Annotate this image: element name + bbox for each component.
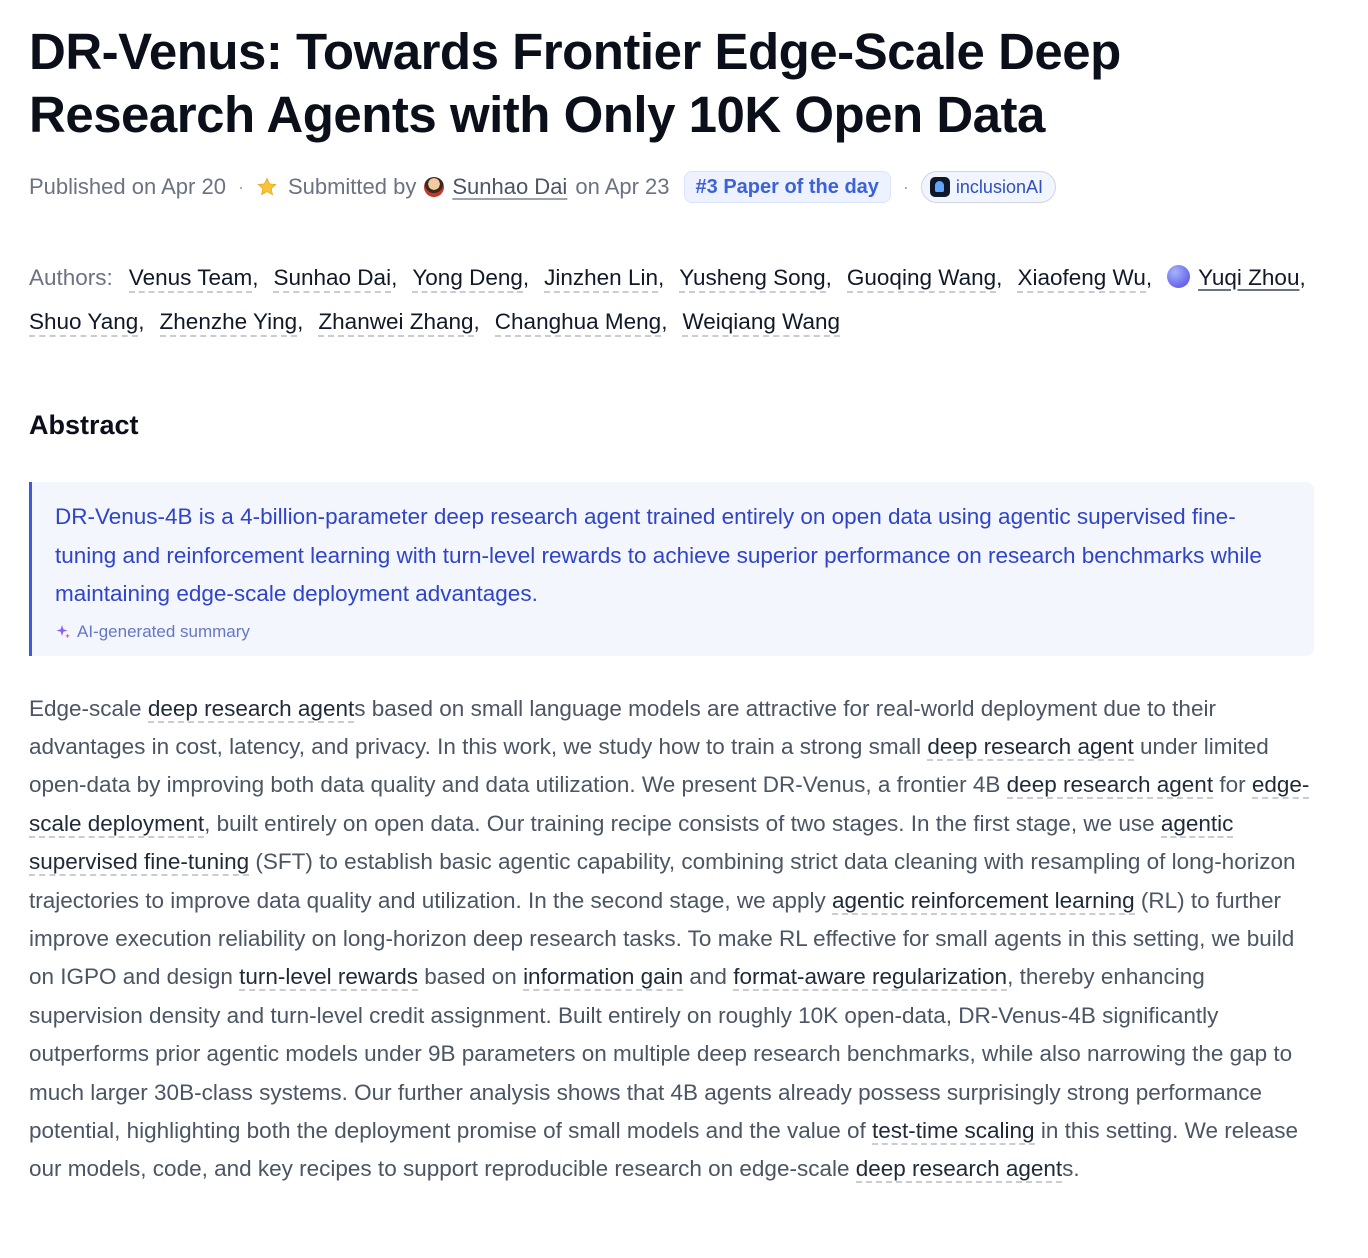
author-link[interactable]: Venus Team,	[129, 256, 259, 300]
author-link-claimed[interactable]: Yuqi Zhou,	[1167, 256, 1306, 300]
abstract-text-segment: in this setting. We release our models, code, and key recipes to support reproducible research on edge-scale	[29, 1117, 1299, 1182]
glossary-term[interactable]: turn-level rewards	[239, 964, 418, 990]
abstract-text-segment: s.	[1062, 1156, 1080, 1182]
author-link[interactable]: Yusheng Song,	[679, 256, 832, 300]
org-name: inclusionAI	[955, 177, 1043, 197]
glossary-term[interactable]: information gain	[523, 964, 684, 990]
author-link[interactable]: Xiaofeng Wu,	[1017, 256, 1152, 300]
author-link[interactable]: Guoqing Wang,	[847, 256, 1003, 300]
authors-list	[29, 256, 1349, 344]
ai-summary-tag	[55, 622, 1284, 642]
ai-summary-box	[29, 482, 1314, 656]
abstract-text-segment: , built entirely on open data. Our training recipe consists of two stages. In the first stage, we use	[204, 810, 1161, 836]
submitter-link[interactable]: Sunhao Dai	[452, 174, 568, 199]
ai-summary-text: DR-Venus-4B is a 4-billion-parameter deep research agent trained entirely on open data using agentic supervised fine-tuning and reinforcement learning with turn-level rewards to achieve superior performance on research benchmarks while maintaining edge-scale deployment advantages.	[55, 504, 1262, 606]
author-link[interactable]: Zhenzhe Ying,	[160, 300, 304, 344]
ai-summary-label: AI-generated summary	[77, 621, 250, 641]
glossary-term[interactable]: deep research agent	[1006, 772, 1214, 798]
abstract-text-segment: s based on small language models are attractive for real-world deployment due to their advantages in cost, latency, and privacy. In this work, we study how to train a strong small	[29, 695, 1216, 759]
submitter-avatar[interactable]	[424, 177, 444, 197]
abstract-text-segment: (RL) to further improve execution reliability on long-horizon deep research tasks. To make RL effective for small agents in this setting, we build on IGPO and design	[29, 887, 1295, 990]
star-icon	[256, 176, 278, 198]
abstract-text-segment: , thereby enhancing supervision density and turn-level credit assignment. Built entirely on roughly 10K open-data, DR-Venus-4B significantly outperforms prior agentic models under 9B parameters on multiple deep research benchmarks, while also narrowing the gap to much larger 30B-class systems. Our further analysis shows that 4B agents already possess surprisingly strong performance potential, highlighting both the deployment promise of small models and the value of	[29, 964, 1293, 1143]
author-link[interactable]: Changhua Meng,	[495, 300, 668, 344]
glossary-term[interactable]: deep research agent	[147, 695, 355, 721]
paper-of-day-badge[interactable]: #3 Paper of the day	[684, 171, 891, 203]
paper-meta	[29, 170, 1329, 204]
submitted-by-label: Submitted by	[287, 174, 417, 199]
sparkle-icon	[55, 624, 71, 640]
paper-page	[29, 20, 1329, 1189]
separator-dot: ·	[237, 176, 244, 197]
glossary-term[interactable]: agentic reinforcement learning	[831, 887, 1135, 913]
abstract-text-segment: Edge-scale	[29, 695, 148, 721]
glossary-term[interactable]: format-aware regularization	[733, 964, 1008, 990]
author-link[interactable]: Shuo Yang,	[29, 300, 145, 344]
abstract-heading: Abstract	[29, 410, 139, 440]
inclusionai-logo-icon	[930, 177, 950, 197]
author-avatar	[1167, 265, 1190, 288]
glossary-term[interactable]: agentic supervised fine-tuning	[29, 810, 1234, 875]
abstract-text-segment: under limited open-data by improving both data quality and data utilization. We present DR-Venus, a frontier 4B	[29, 733, 1269, 798]
author-link[interactable]: Sunhao Dai,	[273, 256, 397, 300]
authors-label: Authors:	[29, 265, 113, 290]
abstract-text-segment: based on	[417, 964, 524, 990]
abstract-text-segment: (SFT) to establish basic agentic capability, combining strict data cleaning with resampling of long-horizon trajectories to improve data quality and utilization. In the second stage, we apply	[29, 849, 1296, 913]
author-link[interactable]: Jinzhen Lin,	[544, 256, 664, 300]
glossary-term[interactable]: edge-scale deployment	[29, 772, 1310, 836]
author-link[interactable]: Yong Deng,	[412, 256, 529, 300]
author-link[interactable]: Zhanwei Zhang,	[318, 300, 479, 344]
org-badge[interactable]	[921, 171, 1056, 203]
glossary-term[interactable]: deep research agent	[855, 1156, 1063, 1182]
author-link[interactable]: Weiqiang Wang	[682, 300, 840, 344]
glossary-term[interactable]: test-time scaling	[872, 1117, 1035, 1143]
paper-title: DR-Venus: Towards Frontier Edge-Scale Deep Research Agents with Only 10K Open Data	[29, 23, 1121, 143]
submitted-date: on Apr 23	[575, 174, 670, 199]
separator-dot: ·	[902, 176, 909, 197]
abstract-text	[29, 690, 1319, 1189]
abstract-text-segment: for	[1213, 772, 1252, 798]
abstract-text-segment: and	[683, 964, 734, 990]
published-date: Published on Apr 20	[29, 174, 226, 199]
glossary-term[interactable]: deep research agent	[927, 733, 1134, 759]
